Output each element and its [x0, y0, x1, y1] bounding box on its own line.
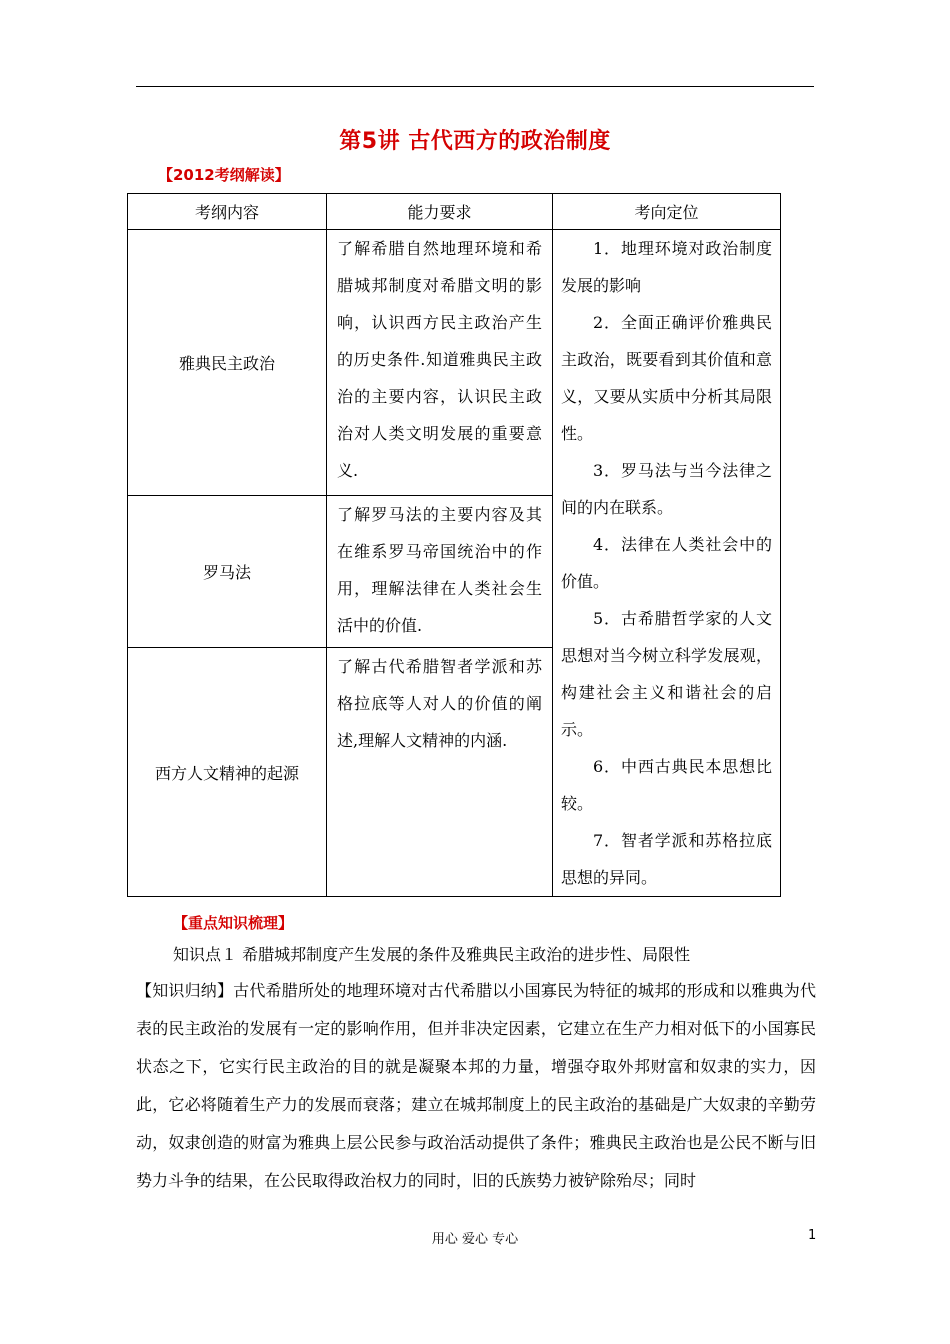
table-row	[128, 230, 781, 496]
header-rule	[136, 86, 814, 87]
column-header: 考向定位	[553, 194, 781, 230]
positioning-item: 1．地理环境对政治制度发展的影响	[561, 239, 772, 295]
summary-tag: 【知识归纳】	[136, 981, 234, 1000]
section-heading-syllabus: 【2012考纲解读】	[158, 166, 290, 184]
page-footer: 用心 爱心 专心	[431, 1232, 519, 1247]
positioning-item: 3．罗马法与当今法律之间的内在联系。	[561, 461, 772, 517]
column-header: 考纲内容	[128, 194, 327, 230]
section-heading-knowledge: 【重点知识梳理】	[173, 914, 294, 932]
column-header: 能力要求	[327, 194, 553, 230]
topic-cell: 西方人文精神的起源	[128, 648, 327, 897]
requirement-cell: 了解希腊自然地理环境和希腊城邦制度对希腊文明的影响，认识西方民主政治产生的历史条件.知道雅典民主政治的主要内容，认识民主政治对人类文明发展的重要意义.	[327, 230, 553, 496]
positioning-item: 5．古希腊哲学家的人文思想对当今树立科学发展观，构建社会主义和谐社会的启示。	[561, 609, 772, 739]
positioning-item: 2．全面正确评价雅典民主政治，既要看到其价值和意义，又要从实质中分析其局限性。	[561, 313, 772, 443]
positioning-item: 7．智者学派和苏格拉底思想的异同。	[561, 831, 772, 887]
requirement-cell: 了解古代希腊智者学派和苏格拉底等人对人的价值的阐述,理解人文精神的内涵.	[327, 648, 553, 897]
summary-paragraph	[136, 972, 816, 1200]
syllabus-table	[127, 193, 781, 897]
requirement-cell: 了解罗马法的主要内容及其在维系罗马帝国统治中的作用，理解法律在人类社会生活中的价值.	[327, 495, 553, 647]
knowledge-point-heading: 知识点１ 希腊城邦制度产生发展的条件及雅典民主政治的进步性、局限性	[173, 945, 691, 964]
positioning-item: 4．法律在人类社会中的价值。	[561, 535, 772, 591]
summary-text: 古代希腊所处的地理环境对古代希腊以小国寡民为特征的城邦的形成和以雅典为代表的民主政治的发展有一定的影响作用，但并非决定因素，它建立在生产力相对低下的小国寡民状态之下，它实行民主政治的目的就是凝聚本邦的力量，增强夺取外邦财富和奴隶的实力，因此，它必将随着生产力的发展而衰落；建立在城邦制度上的民主政治的基础是广大奴隶的辛勤劳动，奴隶创造的财富为雅典上层公民参与政治活动提供了条件；雅典民主政治也是公民不断与旧势力斗争的结果，在公民取得政治权力的同时，旧的氏族势力被铲除殆尽；同时	[136, 981, 816, 1190]
table-header-row	[128, 194, 781, 230]
positioning-cell	[553, 230, 781, 897]
page-number: 1	[808, 1228, 817, 1243]
topic-cell: 雅典民主政治	[128, 230, 327, 496]
positioning-item: 6．中西古典民本思想比较。	[561, 757, 772, 813]
page-title: 第5讲 古代西方的政治制度	[339, 129, 611, 154]
topic-cell: 罗马法	[128, 495, 327, 647]
